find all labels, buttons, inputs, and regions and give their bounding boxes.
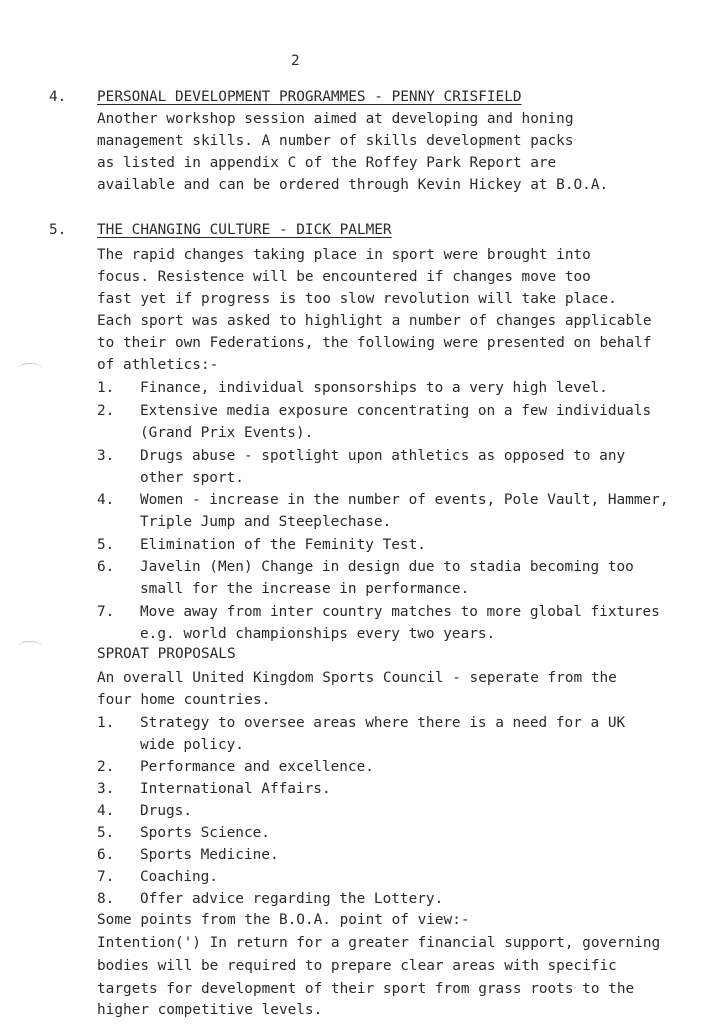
paragraph-line: of athletics:- bbox=[97, 357, 219, 373]
paragraph-line: targets for development of their sport from grass roots to the bbox=[97, 981, 635, 997]
list-number: 6. bbox=[97, 847, 115, 863]
list-item-line: Strategy to oversee areas where there is a need for a UK bbox=[140, 715, 626, 731]
paragraph-line: An overall United Kingdom Sports Council - seperate from the bbox=[97, 670, 617, 686]
paragraph-line: higher competitive levels. bbox=[97, 1002, 323, 1018]
list-number: 2. bbox=[97, 403, 115, 419]
list-item-line: e.g. world championships every two years. bbox=[140, 626, 496, 642]
section-heading: THE CHANGING CULTURE - DICK PALMER bbox=[97, 222, 392, 238]
paragraph-line: to their own Federations, the following were presented on behalf bbox=[97, 335, 652, 351]
paragraph-line: fast yet if progress is too slow revolution will take place. bbox=[97, 291, 617, 307]
paragraph-line: Another workshop session aimed at developing and honing bbox=[97, 111, 574, 127]
list-number: 7. bbox=[97, 869, 115, 885]
list-item-line: Coaching. bbox=[140, 869, 218, 885]
list-number: 2. bbox=[97, 759, 115, 775]
list-item-line: Triple Jump and Steeplechase. bbox=[140, 514, 392, 530]
paragraph-line: focus. Resistence will be encountered if changes move too bbox=[97, 269, 591, 285]
section-number: 5. bbox=[49, 222, 67, 238]
list-number: 5. bbox=[97, 825, 115, 841]
list-item-line: Women - increase in the number of events, Pole Vault, Hammer, bbox=[140, 492, 669, 508]
subheading: SPROAT PROPOSALS bbox=[97, 646, 236, 662]
list-item-line: Sports Medicine. bbox=[140, 847, 279, 863]
list-item-line: (Grand Prix Events). bbox=[140, 425, 314, 441]
section-heading: PERSONAL DEVELOPMENT PROGRAMMES - PENNY CRISFIELD bbox=[97, 89, 522, 105]
list-item-line: Elimination of the Feminity Test. bbox=[140, 537, 426, 553]
list-item-line: other sport. bbox=[140, 470, 244, 486]
list-number: 8. bbox=[97, 891, 115, 907]
list-number: 1. bbox=[97, 715, 115, 731]
list-number: 5. bbox=[97, 537, 115, 553]
list-number: 1. bbox=[97, 380, 115, 396]
list-item-line: Sports Science. bbox=[140, 825, 270, 841]
list-number: 4. bbox=[97, 803, 115, 819]
list-item-line: Offer advice regarding the Lottery. bbox=[140, 891, 444, 907]
paragraph-line: as listed in appendix C of the Roffey Park Report are bbox=[97, 155, 557, 171]
list-item-line: wide policy. bbox=[140, 737, 244, 753]
punch-hole-mark bbox=[18, 641, 42, 652]
page-number: 2 bbox=[291, 53, 300, 69]
list-number: 3. bbox=[97, 448, 115, 464]
paragraph-line: management skills. A number of skills development packs bbox=[97, 133, 574, 149]
paragraph-line: Each sport was asked to highlight a number of changes applicable bbox=[97, 313, 652, 329]
list-item-line: Finance, individual sponsorships to a very high level. bbox=[140, 380, 608, 396]
list-number: 7. bbox=[97, 604, 115, 620]
list-number: 3. bbox=[97, 781, 115, 797]
section-number: 4. bbox=[49, 89, 67, 105]
paragraph-line: bodies will be required to prepare clear areas with specific bbox=[97, 958, 617, 974]
list-item-line: Extensive media exposure concentrating on a few individuals bbox=[140, 403, 652, 419]
paragraph-line: available and can be ordered through Kevin Hickey at B.O.A. bbox=[97, 177, 609, 193]
list-item-line: small for the increase in performance. bbox=[140, 581, 470, 597]
list-item-line: Drugs abuse - spotlight upon athletics as opposed to any bbox=[140, 448, 626, 464]
punch-hole-mark bbox=[18, 363, 42, 374]
list-item-line: Performance and excellence. bbox=[140, 759, 374, 775]
list-item-line: Move away from inter country matches to more global fixtures bbox=[140, 604, 660, 620]
list-item-line: International Affairs. bbox=[140, 781, 331, 797]
paragraph-line: The rapid changes taking place in sport were brought into bbox=[97, 247, 591, 263]
paragraph-line: four home countries. bbox=[97, 692, 271, 708]
paragraph-line: Intention(') In return for a greater financial support, governing bbox=[97, 935, 661, 951]
list-number: 4. bbox=[97, 492, 115, 508]
list-item-line: Drugs. bbox=[140, 803, 192, 819]
list-number: 6. bbox=[97, 559, 115, 575]
list-item-line: Javelin (Men) Change in design due to stadia becoming too bbox=[140, 559, 634, 575]
paragraph-line: Some points from the B.O.A. point of view:- bbox=[97, 912, 470, 928]
